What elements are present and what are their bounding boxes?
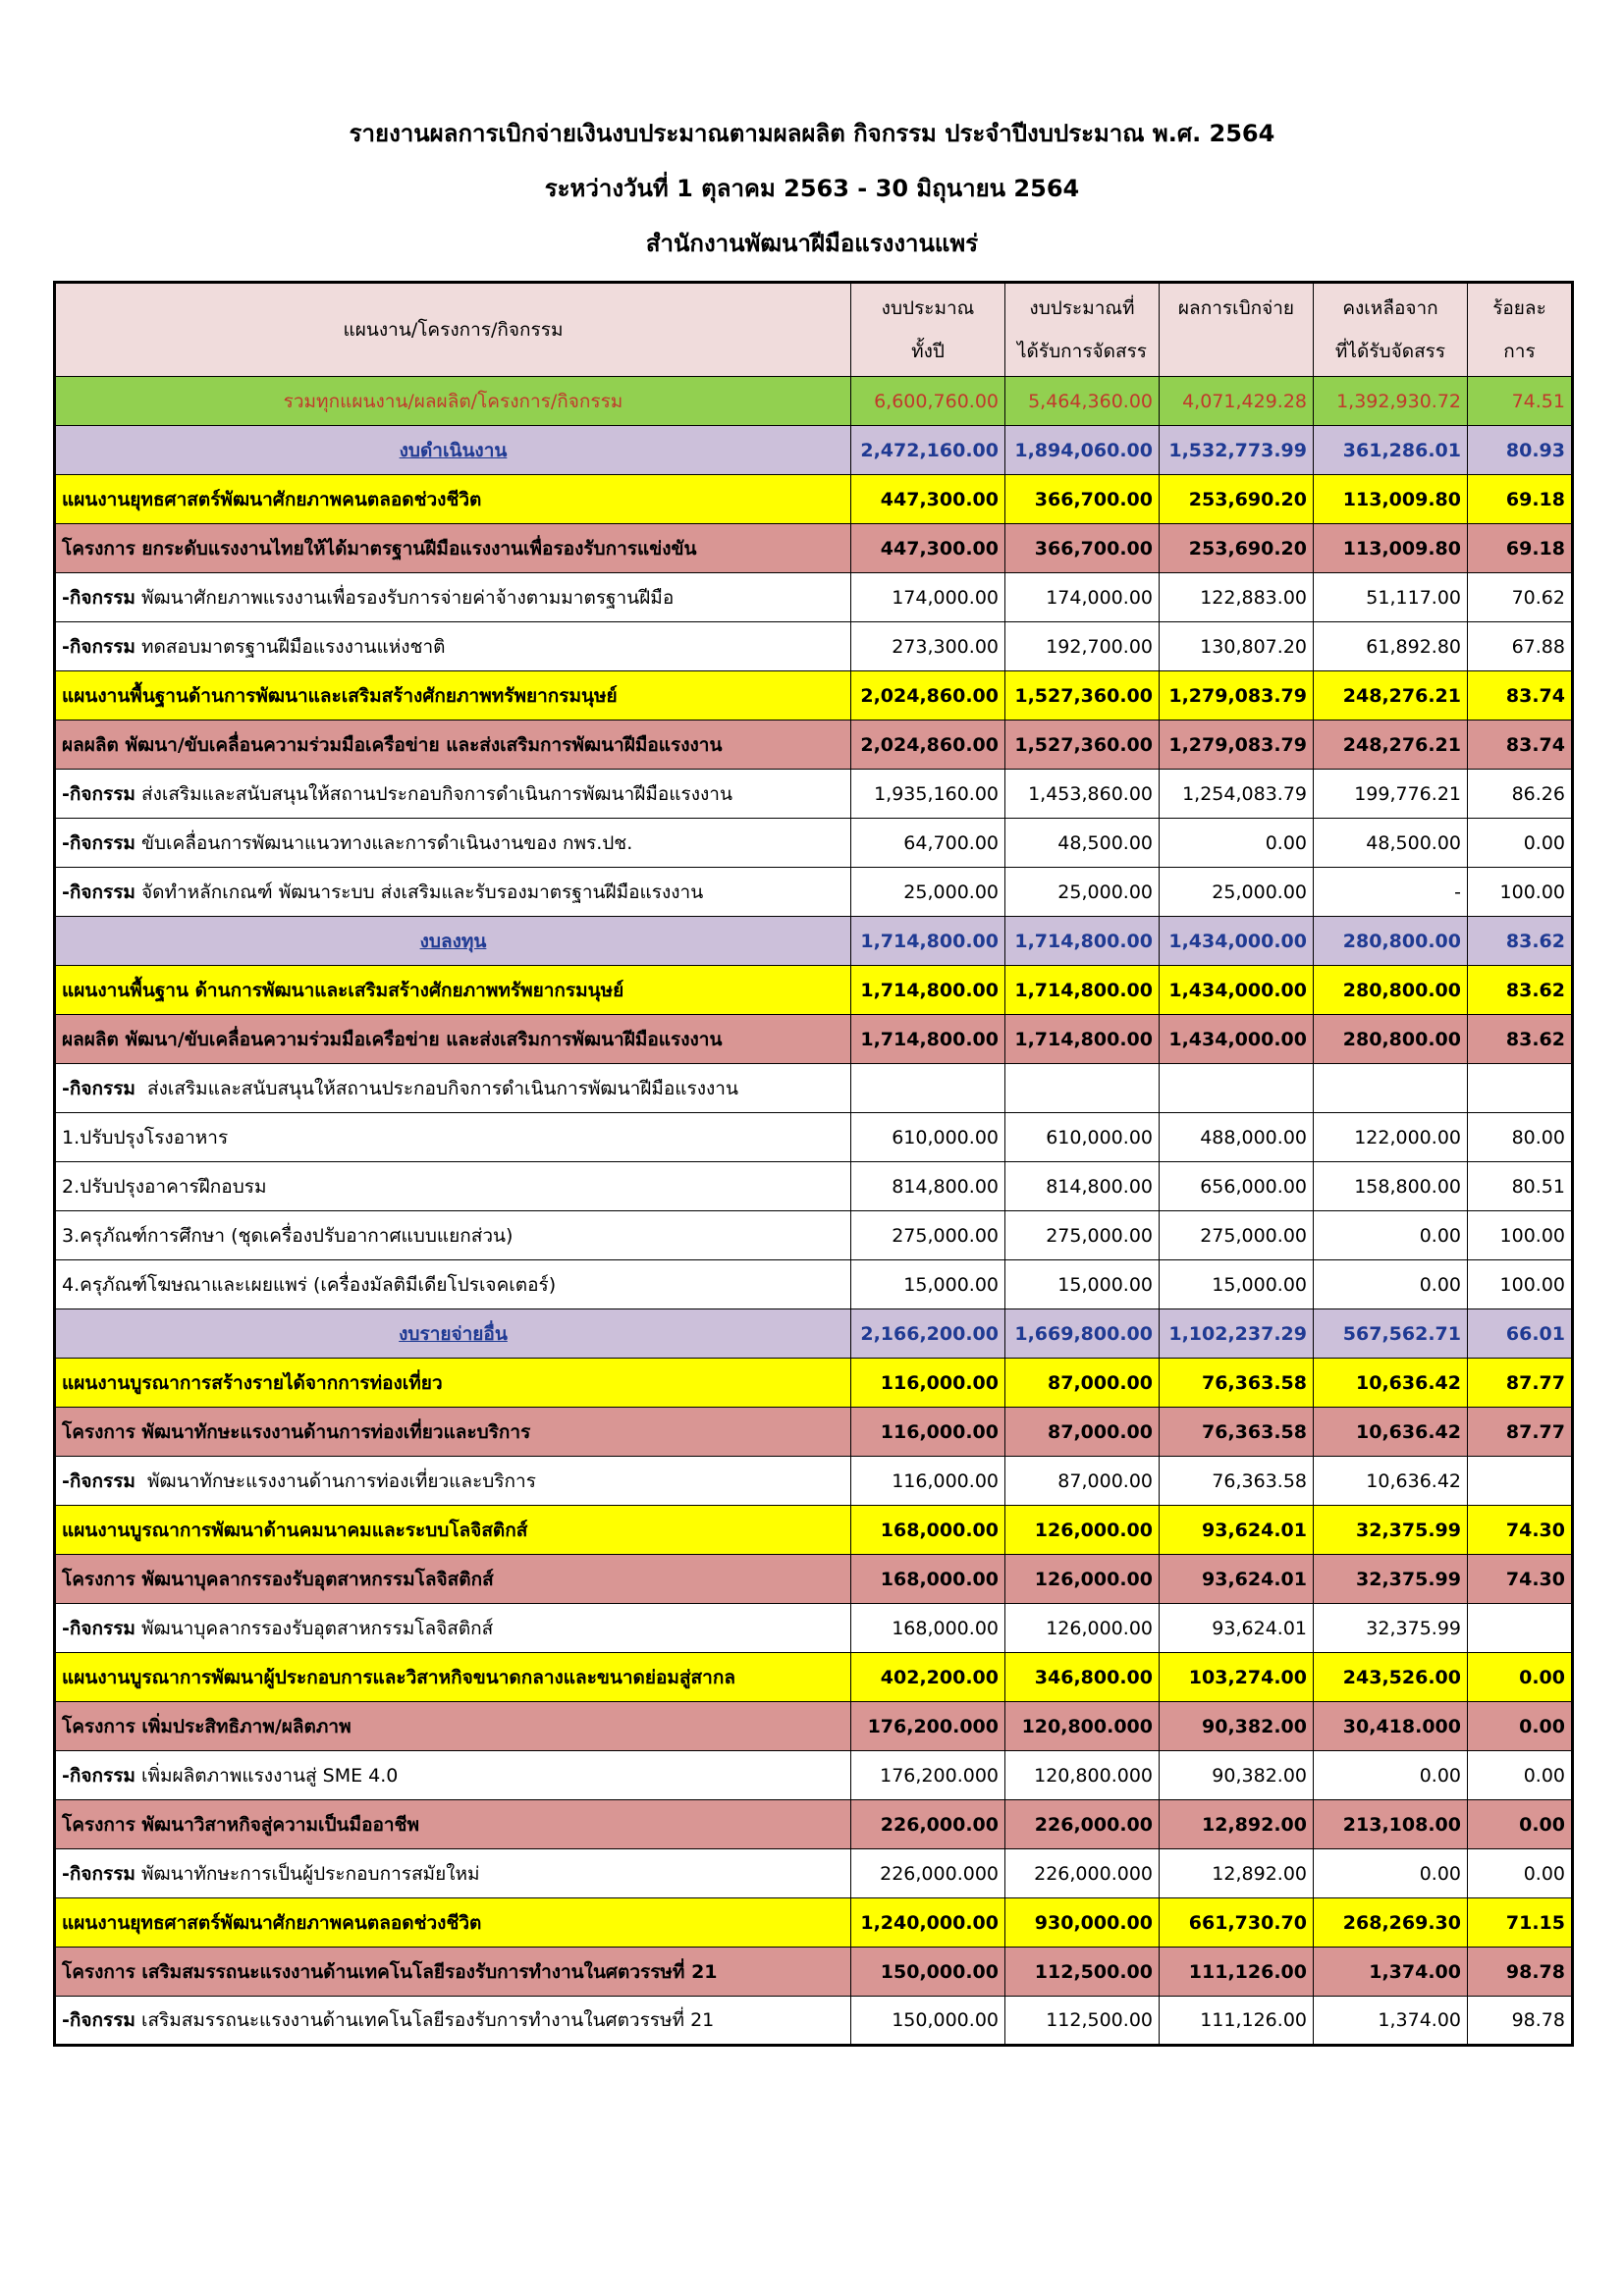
- row-label-text: ส่งเสริมและสนับสนุนให้สถานประกอบกิจการดำเนินการพัฒนาฝีมือแรงงาน: [140, 782, 732, 805]
- cell-percent: [1468, 1457, 1573, 1506]
- cell-allocated: 126,000.00: [1005, 1555, 1160, 1604]
- cell-disbursed: 130,807.20: [1160, 622, 1314, 671]
- cell-disbursed: [1160, 1064, 1314, 1113]
- row-label: [55, 1457, 851, 1506]
- table-row-activity: [55, 819, 1573, 868]
- cell-disbursed: 253,690.20: [1160, 524, 1314, 573]
- cell-percent: 83.74: [1468, 721, 1573, 770]
- cell-percent: 83.74: [1468, 671, 1573, 721]
- header-disbursed: ผลการเบิกจ่าย: [1160, 283, 1314, 377]
- table-row-plan: [55, 1359, 1573, 1408]
- row-label-text: งบดำเนินงาน: [399, 439, 508, 461]
- cell-allocated: 25,000.00: [1005, 868, 1160, 917]
- row-label-text: จัดทำหลักเกณฑ์ พัฒนาระบบ ส่งเสริมและรับรองมาตรฐานฝีมือแรงงาน: [140, 881, 704, 903]
- activity-prefix: -กิจกรรม: [62, 782, 135, 805]
- report-title: รายงานผลการเบิกจ่ายเงินงบประมาณตามผลผลิต กิจกรรม ประจำปีงบประมาณ พ.ศ. 2564: [349, 120, 1275, 147]
- activity-prefix: -กิจกรรม: [62, 1862, 135, 1885]
- report-office: สำนักงานพัฒนาฝีมือแรงงานแพร่: [645, 230, 979, 257]
- row-label-text: แผนงานยุทธศาสตร์พัฒนาศักยภาพคนตลอดช่วงชีวิต: [62, 1911, 482, 1934]
- cell-allocated: 120,800.000: [1005, 1702, 1160, 1751]
- table-row-activity2: [55, 1997, 1573, 2046]
- cell-budget: 25,000.00: [851, 868, 1005, 917]
- cell-remaining: 1,392,930.72: [1314, 377, 1468, 426]
- cell-remaining: 10,636.42: [1314, 1408, 1468, 1457]
- cell-budget: 168,000.00: [851, 1555, 1005, 1604]
- cell-percent: 100.00: [1468, 868, 1573, 917]
- row-label-text: แผนงานบูรณาการพัฒนาด้านคมนาคมและระบบโลจิสติกส์: [62, 1519, 528, 1541]
- row-label: [55, 524, 851, 573]
- cell-percent: 98.78: [1468, 1948, 1573, 1997]
- cell-disbursed: 1,102,237.29: [1160, 1309, 1314, 1359]
- cell-disbursed: 1,434,000.00: [1160, 917, 1314, 966]
- cell-remaining: 0.00: [1314, 1211, 1468, 1260]
- cell-remaining: 10,636.42: [1314, 1457, 1468, 1506]
- row-label-text: พัฒนาศักยภาพแรงงานเพื่อรองรับการจ่ายค่าจ้างตามมาตรฐานฝีมือ: [140, 586, 675, 609]
- cell-remaining: 280,800.00: [1314, 966, 1468, 1015]
- row-label: [55, 1015, 851, 1064]
- cell-allocated: 1,527,360.00: [1005, 671, 1160, 721]
- row-label-text: โครงการ เสริมสมรรถนะแรงงานด้านเทคโนโลยีรองรับการทำงานในศตวรรษที่ 21: [62, 1960, 718, 1983]
- table-row-output: [55, 721, 1573, 770]
- row-label: [55, 475, 851, 524]
- report-titles: [0, 106, 1624, 271]
- activity-prefix: -กิจกรรม: [62, 1469, 135, 1492]
- table-row-activity: [55, 573, 1573, 622]
- cell-disbursed: 76,363.58: [1160, 1457, 1314, 1506]
- row-label: [55, 721, 851, 770]
- row-label: [55, 1800, 851, 1849]
- row-label-text: ทดสอบมาตรฐานฝีมือแรงงานแห่งชาติ: [140, 635, 446, 658]
- cell-disbursed: 90,382.00: [1160, 1751, 1314, 1800]
- cell-allocated: 192,700.00: [1005, 622, 1160, 671]
- row-label: [55, 1309, 851, 1359]
- row-label: [55, 1260, 851, 1309]
- cell-budget: 2,166,200.00: [851, 1309, 1005, 1359]
- cell-disbursed: 253,690.20: [1160, 475, 1314, 524]
- cell-remaining: 1,374.00: [1314, 1997, 1468, 2046]
- row-label: [55, 426, 851, 475]
- cell-budget: 226,000.000: [851, 1849, 1005, 1898]
- row-label: [55, 1604, 851, 1653]
- activity-prefix: -กิจกรรม: [62, 881, 135, 903]
- table-row-budget: [55, 1309, 1573, 1359]
- row-label: [55, 917, 851, 966]
- cell-disbursed: 12,892.00: [1160, 1849, 1314, 1898]
- cell-percent: [1468, 1604, 1573, 1653]
- cell-remaining: 243,526.00: [1314, 1653, 1468, 1702]
- row-label: [55, 770, 851, 819]
- cell-remaining: 48,500.00: [1314, 819, 1468, 868]
- cell-remaining: 32,375.99: [1314, 1506, 1468, 1555]
- table-row-activity: [55, 622, 1573, 671]
- cell-budget: [851, 1064, 1005, 1113]
- cell-allocated: 87,000.00: [1005, 1457, 1160, 1506]
- cell-budget: 176,200.000: [851, 1702, 1005, 1751]
- row-label: [55, 1948, 851, 1997]
- cell-percent: 74.51: [1468, 377, 1573, 426]
- cell-budget: 273,300.00: [851, 622, 1005, 671]
- table-row-activity: [55, 868, 1573, 917]
- row-label-text: โครงการ ยกระดับแรงงานไทยให้ได้มาตรฐานฝีมือแรงงานเพื่อรองรับการแข่งขัน: [62, 537, 697, 560]
- cell-remaining: 158,800.00: [1314, 1162, 1468, 1211]
- cell-percent: 80.00: [1468, 1113, 1573, 1162]
- cell-remaining: 113,009.80: [1314, 524, 1468, 573]
- row-label-text: พัฒนาบุคลากรรองรับอุตสาหกรรมโลจิสติกส์: [140, 1617, 494, 1639]
- cell-disbursed: 488,000.00: [1160, 1113, 1314, 1162]
- cell-budget: 64,700.00: [851, 819, 1005, 868]
- table-row-project: [55, 1800, 1573, 1849]
- cell-budget: 174,000.00: [851, 573, 1005, 622]
- table-row-activity: [55, 1457, 1573, 1506]
- cell-disbursed: 93,624.01: [1160, 1604, 1314, 1653]
- row-label-text: เพิ่มผลิตภาพแรงงานสู่ SME 4.0: [140, 1764, 399, 1787]
- table-row-total: [55, 377, 1573, 426]
- cell-percent: 74.30: [1468, 1506, 1573, 1555]
- table-row-activity: [55, 1604, 1573, 1653]
- table-row-activity2: [55, 1751, 1573, 1800]
- cell-disbursed: 93,624.01: [1160, 1555, 1314, 1604]
- row-label-text: พัฒนาทักษะแรงงานด้านการท่องเที่ยวและบริการ: [140, 1469, 536, 1492]
- row-label: [55, 671, 851, 721]
- cell-disbursed: 1,254,083.79: [1160, 770, 1314, 819]
- cell-budget: 610,000.00: [851, 1113, 1005, 1162]
- activity-prefix: -กิจกรรม: [62, 2009, 135, 2031]
- cell-percent: 0.00: [1468, 1702, 1573, 1751]
- cell-allocated: 120,800.000: [1005, 1751, 1160, 1800]
- header-allocated: งบประมาณที่ ได้รับการจัดสรร: [1005, 283, 1160, 377]
- cell-remaining: 0.00: [1314, 1849, 1468, 1898]
- row-label-text: 4.ครุภัณฑ์โฆษณาและเผยแพร่ (เครื่องมัลติมีเดียโปรเจคเตอร์): [62, 1273, 557, 1296]
- cell-remaining: 122,000.00: [1314, 1113, 1468, 1162]
- header-budget: งบประมาณ ทั้งปี: [851, 283, 1005, 377]
- row-label: [55, 573, 851, 622]
- row-label-text: แผนงานพื้นฐาน ด้านการพัฒนาและเสริมสร้างศักยภาพทรัพยากรมนุษย์: [62, 979, 624, 1001]
- cell-budget: 275,000.00: [851, 1211, 1005, 1260]
- cell-disbursed: 93,624.01: [1160, 1506, 1314, 1555]
- cell-allocated: 275,000.00: [1005, 1211, 1160, 1260]
- cell-allocated: 366,700.00: [1005, 524, 1160, 573]
- cell-percent: 83.62: [1468, 917, 1573, 966]
- cell-disbursed: 15,000.00: [1160, 1260, 1314, 1309]
- activity-prefix: -กิจกรรม: [62, 586, 135, 609]
- cell-allocated: 112,500.00: [1005, 1948, 1160, 1997]
- cell-allocated: 226,000.00: [1005, 1800, 1160, 1849]
- cell-remaining: 248,276.21: [1314, 671, 1468, 721]
- row-label: [55, 868, 851, 917]
- cell-disbursed: 1,532,773.99: [1160, 426, 1314, 475]
- cell-budget: 2,024,860.00: [851, 721, 1005, 770]
- row-label-text: 3.ครุภัณฑ์การศึกษา (ชุดเครื่องปรับอากาศแบบแยกส่วน): [62, 1224, 514, 1247]
- cell-remaining: 248,276.21: [1314, 721, 1468, 770]
- row-label: [55, 1702, 851, 1751]
- cell-remaining: 361,286.01: [1314, 426, 1468, 475]
- table-row-item: [55, 1162, 1573, 1211]
- cell-percent: 80.51: [1468, 1162, 1573, 1211]
- cell-allocated: 226,000.000: [1005, 1849, 1160, 1898]
- row-label-text: เสริมสมรรถนะแรงงานด้านเทคโนโลยีรองรับการทำงานในศตวรรษที่ 21: [140, 2009, 715, 2031]
- row-label: [55, 1751, 851, 1800]
- cell-allocated: 126,000.00: [1005, 1604, 1160, 1653]
- cell-budget: 6,600,760.00: [851, 377, 1005, 426]
- row-label-text: แผนงานบูรณาการพัฒนาผู้ประกอบการและวิสาหกิจขนาดกลางและขนาดย่อมสู่สากล: [62, 1666, 735, 1688]
- row-label-text: พัฒนาทักษะการเป็นผู้ประกอบการสมัยใหม่: [140, 1862, 480, 1885]
- cell-budget: 176,200.000: [851, 1751, 1005, 1800]
- row-label-text: แผนงานยุทธศาสตร์พัฒนาศักยภาพคนตลอดช่วงชีวิต: [62, 488, 482, 510]
- cell-disbursed: 12,892.00: [1160, 1800, 1314, 1849]
- row-label-text: โครงการ พัฒนาวิสาหกิจสู่ความเป็นมืออาชีพ: [62, 1813, 419, 1836]
- cell-remaining: 32,375.99: [1314, 1555, 1468, 1604]
- cell-allocated: 48,500.00: [1005, 819, 1160, 868]
- cell-disbursed: 1,279,083.79: [1160, 671, 1314, 721]
- activity-prefix: -กิจกรรม: [62, 1617, 135, 1639]
- cell-budget: 168,000.00: [851, 1506, 1005, 1555]
- cell-percent: 100.00: [1468, 1260, 1573, 1309]
- row-label: [55, 1555, 851, 1604]
- table-row-activity: [55, 1064, 1573, 1113]
- cell-disbursed: 656,000.00: [1160, 1162, 1314, 1211]
- cell-budget: 168,000.00: [851, 1604, 1005, 1653]
- cell-disbursed: 275,000.00: [1160, 1211, 1314, 1260]
- cell-disbursed: 4,071,429.28: [1160, 377, 1314, 426]
- cell-budget: 1,714,800.00: [851, 917, 1005, 966]
- cell-budget: 1,240,000.00: [851, 1898, 1005, 1948]
- cell-disbursed: 111,126.00: [1160, 1997, 1314, 2046]
- row-label-text: รวมทุกแผนงาน/ผลผลิต/โครงการ/กิจกรรม: [283, 390, 623, 412]
- cell-percent: 71.15: [1468, 1898, 1573, 1948]
- cell-remaining: 280,800.00: [1314, 917, 1468, 966]
- table-row-plan: [55, 671, 1573, 721]
- cell-disbursed: 103,274.00: [1160, 1653, 1314, 1702]
- cell-allocated: 15,000.00: [1005, 1260, 1160, 1309]
- cell-remaining: 1,374.00: [1314, 1948, 1468, 1997]
- cell-percent: [1468, 1064, 1573, 1113]
- cell-percent: 87.77: [1468, 1408, 1573, 1457]
- cell-remaining: [1314, 1064, 1468, 1113]
- row-label-text: ผลผลิต พัฒนา/ขับเคลื่อนความร่วมมือเครือข่าย และส่งเสริมการพัฒนาฝีมือแรงงาน: [62, 733, 723, 756]
- row-label: [55, 1064, 851, 1113]
- table-row-output: [55, 1015, 1573, 1064]
- cell-allocated: 1,669,800.00: [1005, 1309, 1160, 1359]
- row-label: [55, 819, 851, 868]
- row-label: [55, 1211, 851, 1260]
- cell-remaining: 51,117.00: [1314, 573, 1468, 622]
- cell-percent: 0.00: [1468, 1800, 1573, 1849]
- cell-disbursed: 1,434,000.00: [1160, 966, 1314, 1015]
- cell-budget: 150,000.00: [851, 1948, 1005, 1997]
- cell-percent: 98.78: [1468, 1997, 1573, 2046]
- cell-allocated: 5,464,360.00: [1005, 377, 1160, 426]
- cell-remaining: -: [1314, 868, 1468, 917]
- cell-disbursed: 122,883.00: [1160, 573, 1314, 622]
- activity-prefix: -กิจกรรม: [62, 831, 135, 854]
- cell-remaining: 0.00: [1314, 1260, 1468, 1309]
- table-row-plan: [55, 966, 1573, 1015]
- cell-percent: 0.00: [1468, 819, 1573, 868]
- cell-remaining: 10,636.42: [1314, 1359, 1468, 1408]
- row-label-text: ขับเคลื่อนการพัฒนาแนวทางและการดำเนินงานของ กพร.ปช.: [140, 831, 633, 854]
- cell-remaining: 0.00: [1314, 1751, 1468, 1800]
- row-label: [55, 1113, 851, 1162]
- cell-budget: 402,200.00: [851, 1653, 1005, 1702]
- activity-prefix: -กิจกรรม: [62, 1764, 135, 1787]
- table-row-activity: [55, 770, 1573, 819]
- table-row-output: [55, 524, 1573, 573]
- cell-allocated: 126,000.00: [1005, 1506, 1160, 1555]
- table-row-activity2: [55, 1849, 1573, 1898]
- cell-budget: 15,000.00: [851, 1260, 1005, 1309]
- table-row-output: [55, 1408, 1573, 1457]
- row-label: [55, 622, 851, 671]
- cell-disbursed: 1,279,083.79: [1160, 721, 1314, 770]
- cell-remaining: 113,009.80: [1314, 475, 1468, 524]
- cell-allocated: 87,000.00: [1005, 1408, 1160, 1457]
- cell-percent: 67.88: [1468, 622, 1573, 671]
- cell-budget: 2,472,160.00: [851, 426, 1005, 475]
- cell-percent: 74.30: [1468, 1555, 1573, 1604]
- cell-allocated: 174,000.00: [1005, 573, 1160, 622]
- row-label-text: โครงการ พัฒนาบุคลากรรองรับอุตสาหกรรมโลจิสติกส์: [62, 1568, 494, 1590]
- table-row-output: [55, 1555, 1573, 1604]
- cell-allocated: 930,000.00: [1005, 1898, 1160, 1948]
- table-row-project: [55, 1702, 1573, 1751]
- cell-percent: 69.18: [1468, 475, 1573, 524]
- cell-remaining: 268,269.30: [1314, 1898, 1468, 1948]
- cell-disbursed: 76,363.58: [1160, 1359, 1314, 1408]
- cell-remaining: 32,375.99: [1314, 1604, 1468, 1653]
- cell-budget: 116,000.00: [851, 1457, 1005, 1506]
- cell-allocated: 112,500.00: [1005, 1997, 1160, 2046]
- table-row-item: [55, 1211, 1573, 1260]
- cell-allocated: 610,000.00: [1005, 1113, 1160, 1162]
- cell-percent: 70.62: [1468, 573, 1573, 622]
- cell-percent: 69.18: [1468, 524, 1573, 573]
- cell-allocated: 87,000.00: [1005, 1359, 1160, 1408]
- cell-remaining: 61,892.80: [1314, 622, 1468, 671]
- row-label: [55, 1849, 851, 1898]
- cell-budget: 447,300.00: [851, 475, 1005, 524]
- cell-budget: 150,000.00: [851, 1997, 1005, 2046]
- cell-budget: 1,714,800.00: [851, 966, 1005, 1015]
- cell-allocated: 1,714,800.00: [1005, 917, 1160, 966]
- row-label-text: งบรายจ่ายอื่น: [399, 1322, 508, 1345]
- cell-disbursed: 25,000.00: [1160, 868, 1314, 917]
- cell-budget: 2,024,860.00: [851, 671, 1005, 721]
- cell-allocated: 1,714,800.00: [1005, 966, 1160, 1015]
- cell-budget: 814,800.00: [851, 1162, 1005, 1211]
- cell-percent: 0.00: [1468, 1849, 1573, 1898]
- cell-percent: 83.62: [1468, 1015, 1573, 1064]
- cell-disbursed: 661,730.70: [1160, 1898, 1314, 1948]
- cell-allocated: 814,800.00: [1005, 1162, 1160, 1211]
- cell-budget: 116,000.00: [851, 1408, 1005, 1457]
- cell-disbursed: 90,382.00: [1160, 1702, 1314, 1751]
- table-row-project: [55, 1948, 1573, 1997]
- table-row-item: [55, 1113, 1573, 1162]
- cell-allocated: [1005, 1064, 1160, 1113]
- row-label: [55, 1898, 851, 1948]
- table-header-row: [55, 283, 1573, 377]
- cell-percent: 80.93: [1468, 426, 1573, 475]
- cell-percent: 86.26: [1468, 770, 1573, 819]
- table-row-item: [55, 1260, 1573, 1309]
- table-row-budget: [55, 426, 1573, 475]
- cell-percent: 0.00: [1468, 1751, 1573, 1800]
- cell-percent: 66.01: [1468, 1309, 1573, 1359]
- row-label-text: งบลงทุน: [419, 930, 487, 952]
- row-label-text: โครงการ พัฒนาทักษะแรงงานด้านการท่องเที่ยวและบริการ: [62, 1420, 531, 1443]
- report-period: ระหว่างวันที่ 1 ตุลาคม 2563 - 30 มิถุนายน 2564: [544, 175, 1080, 202]
- cell-budget: 116,000.00: [851, 1359, 1005, 1408]
- cell-allocated: 366,700.00: [1005, 475, 1160, 524]
- cell-allocated: 1,714,800.00: [1005, 1015, 1160, 1064]
- cell-remaining: 199,776.21: [1314, 770, 1468, 819]
- table-row-plan: [55, 1506, 1573, 1555]
- row-label: [55, 1653, 851, 1702]
- cell-percent: 87.77: [1468, 1359, 1573, 1408]
- row-label-text: แผนงานบูรณาการสร้างรายได้จากการท่องเที่ยว: [62, 1371, 443, 1394]
- table-row-plan: [55, 1653, 1573, 1702]
- row-label-text: 2.ปรับปรุงอาคารฝึกอบรม: [62, 1175, 267, 1198]
- cell-percent: 0.00: [1468, 1653, 1573, 1702]
- row-label-text: 1.ปรับปรุงโรงอาหาร: [62, 1126, 229, 1148]
- cell-budget: 447,300.00: [851, 524, 1005, 573]
- header-percent: ร้อยละ การ: [1468, 283, 1573, 377]
- activity-prefix: -กิจกรรม: [62, 635, 135, 658]
- cell-disbursed: 111,126.00: [1160, 1948, 1314, 1997]
- row-label-text: ผลผลิต พัฒนา/ขับเคลื่อนความร่วมมือเครือข่าย และส่งเสริมการพัฒนาฝีมือแรงงาน: [62, 1028, 723, 1050]
- cell-allocated: 1,894,060.00: [1005, 426, 1160, 475]
- cell-disbursed: 76,363.58: [1160, 1408, 1314, 1457]
- row-label: [55, 1359, 851, 1408]
- row-label-text: โครงการ เพิ่มประสิทธิภาพ/ผลิตภาพ: [62, 1715, 352, 1737]
- row-label-text: ส่งเสริมและสนับสนุนให้สถานประกอบกิจการดำเนินการพัฒนาฝีมือแรงงาน: [140, 1077, 738, 1099]
- row-label: [55, 966, 851, 1015]
- cell-budget: 226,000.00: [851, 1800, 1005, 1849]
- table-row-plan: [55, 475, 1573, 524]
- budget-table: [53, 281, 1574, 2047]
- cell-remaining: 567,562.71: [1314, 1309, 1468, 1359]
- cell-allocated: 1,453,860.00: [1005, 770, 1160, 819]
- cell-remaining: 30,418.000: [1314, 1702, 1468, 1751]
- cell-allocated: 1,527,360.00: [1005, 721, 1160, 770]
- cell-budget: 1,935,160.00: [851, 770, 1005, 819]
- header-label: แผนงาน/โครงการ/กิจกรรม: [55, 283, 851, 377]
- cell-disbursed: 1,434,000.00: [1160, 1015, 1314, 1064]
- cell-remaining: 213,108.00: [1314, 1800, 1468, 1849]
- header-remaining: คงเหลือจาก ที่ได้รับจัดสรร: [1314, 283, 1468, 377]
- row-label: [55, 377, 851, 426]
- activity-prefix: -กิจกรรม: [62, 1077, 135, 1099]
- cell-budget: 1,714,800.00: [851, 1015, 1005, 1064]
- row-label-text: แผนงานพื้นฐานด้านการพัฒนาและเสริมสร้างศักยภาพทรัพยากรมนุษย์: [62, 684, 618, 707]
- cell-disbursed: 0.00: [1160, 819, 1314, 868]
- table-row-plan: [55, 1898, 1573, 1948]
- row-label: [55, 1506, 851, 1555]
- row-label: [55, 1162, 851, 1211]
- cell-allocated: 346,800.00: [1005, 1653, 1160, 1702]
- cell-percent: 100.00: [1468, 1211, 1573, 1260]
- row-label: [55, 1997, 851, 2046]
- cell-percent: 83.62: [1468, 966, 1573, 1015]
- table-row-budget: [55, 917, 1573, 966]
- cell-remaining: 280,800.00: [1314, 1015, 1468, 1064]
- row-label: [55, 1408, 851, 1457]
